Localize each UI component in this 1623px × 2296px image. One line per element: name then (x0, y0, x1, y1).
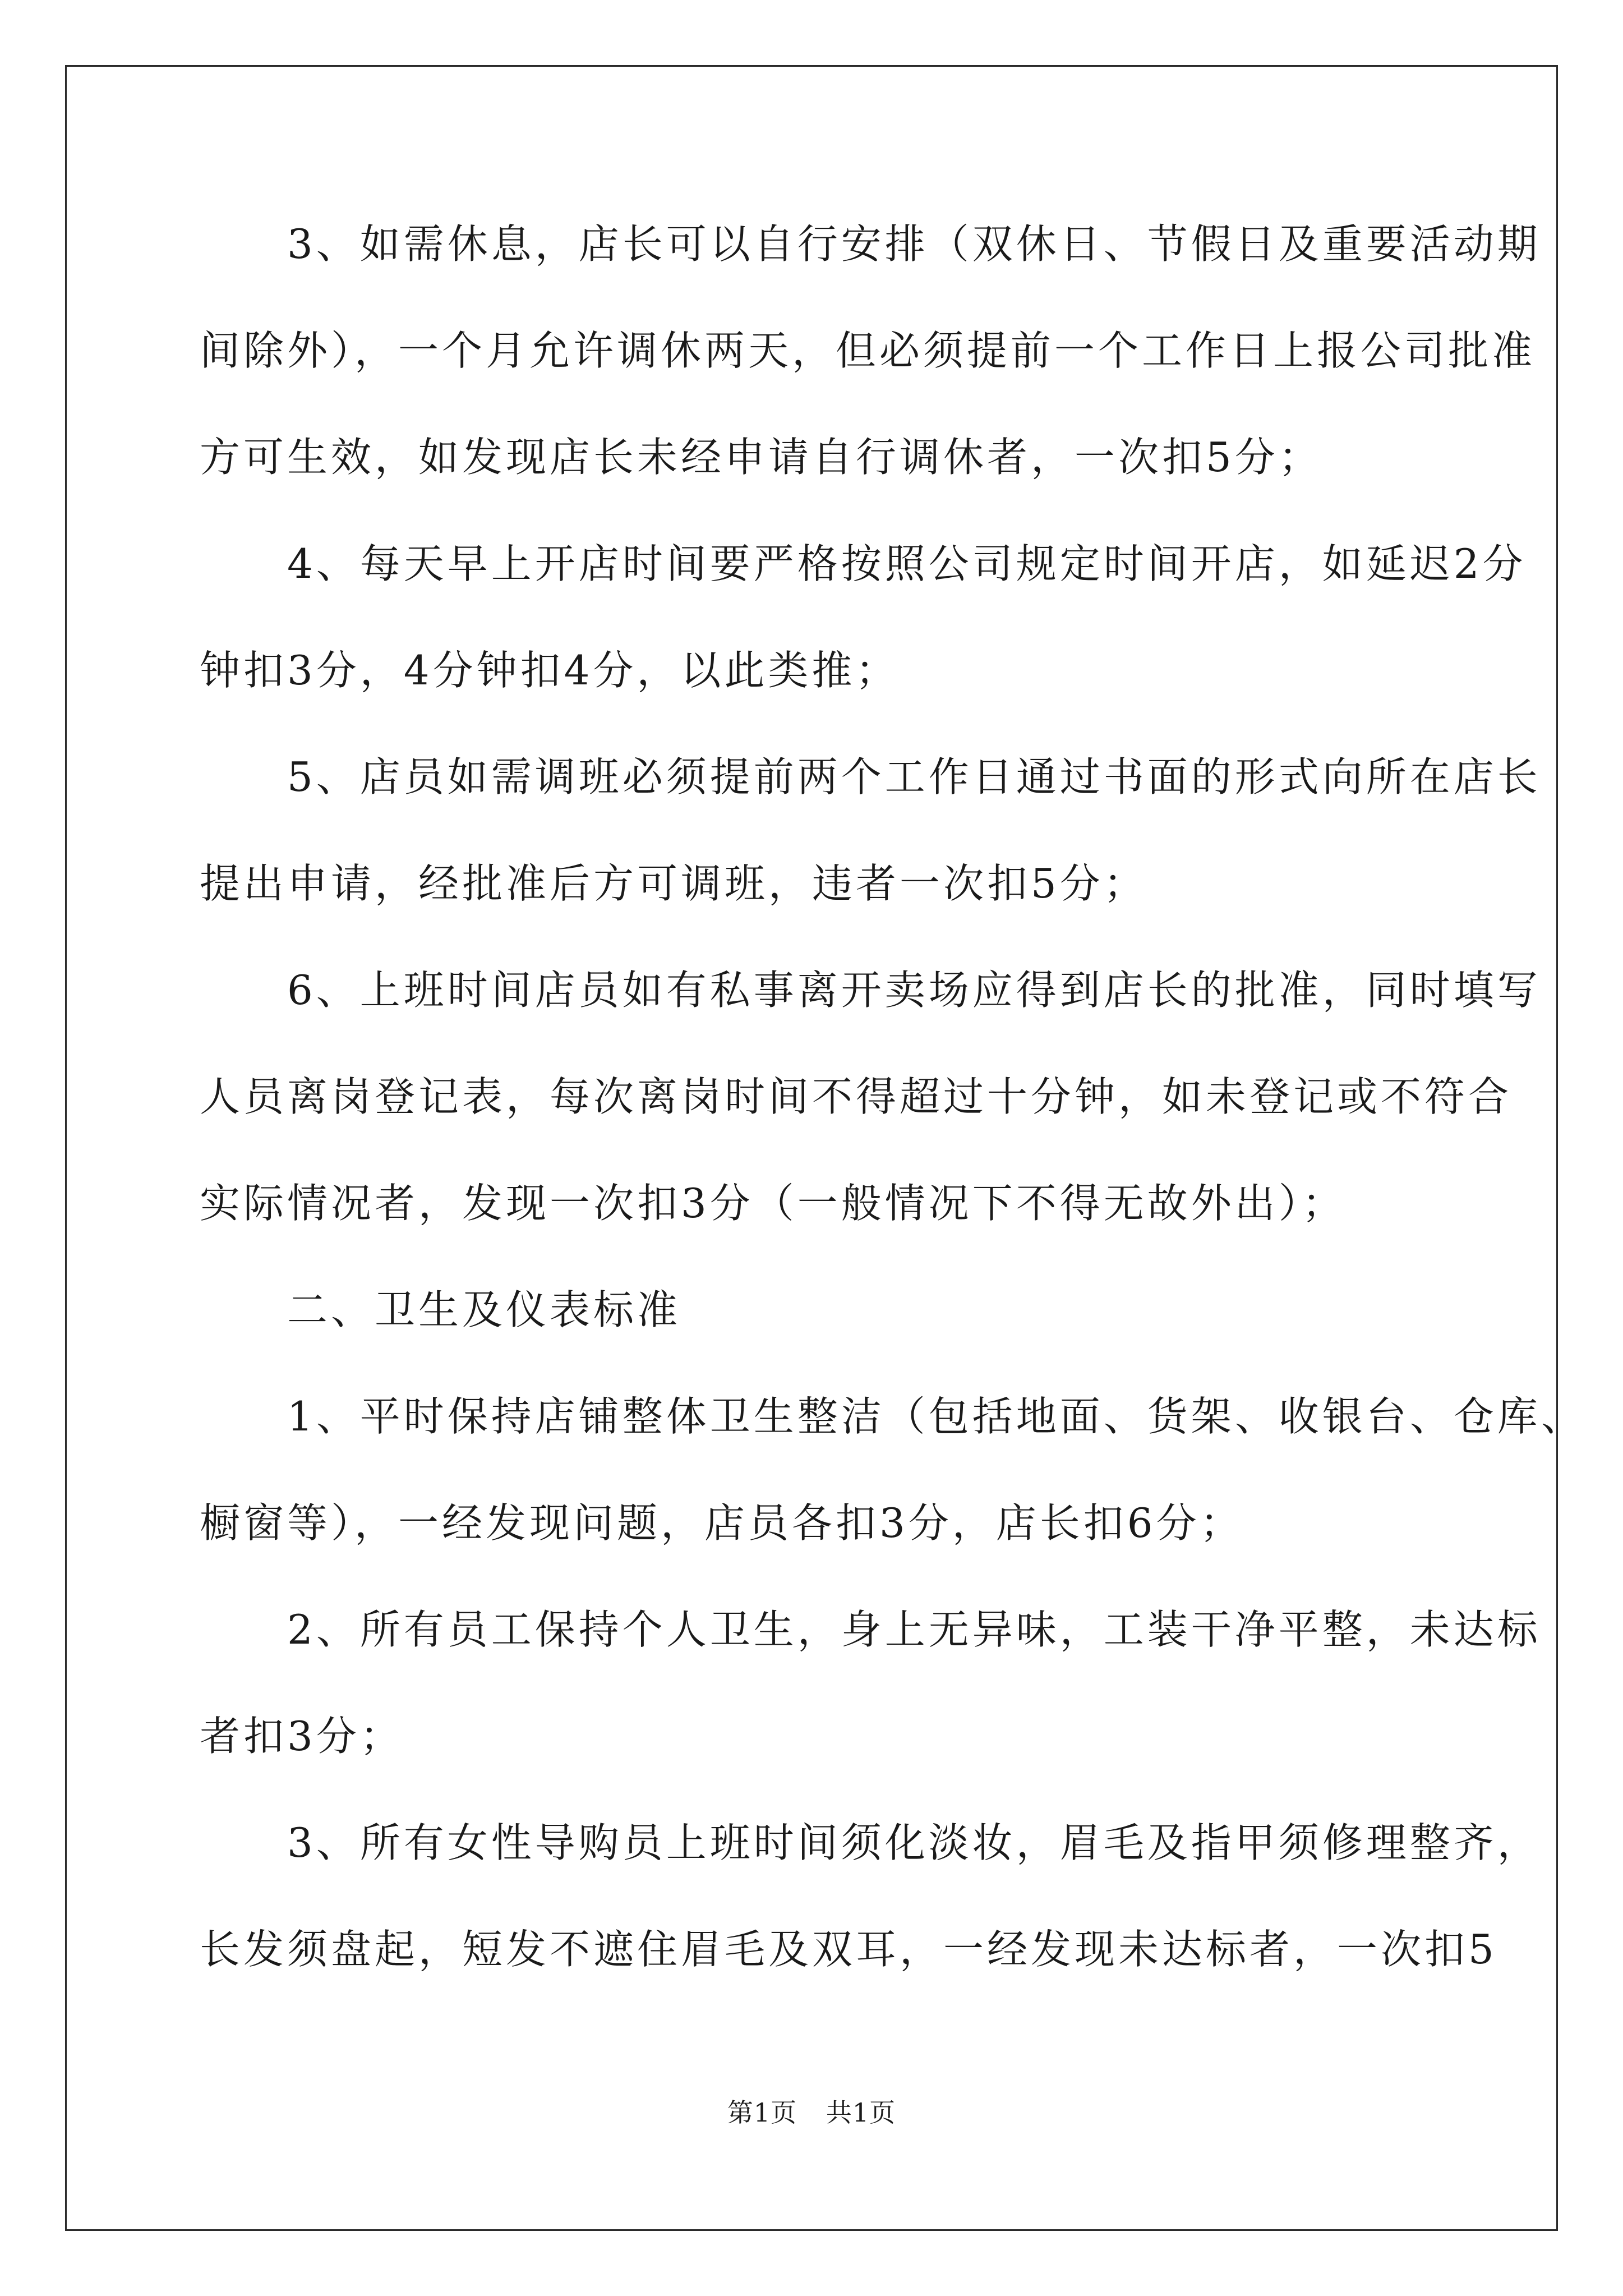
text-line: 5、店员如需调班必须提前两个工作日通过书面的形式向所在店长 (200, 753, 1541, 800)
page-number-current: 第1页 (727, 2097, 797, 2128)
section-heading: 二、卫生及仪表标准 (200, 1286, 681, 1333)
text-line: 3、如需休息，店长可以自行安排（双休日、节假日及重要活动期 (200, 220, 1541, 268)
text-line: 1、平时保持店铺整体卫生整洁（包括地面、货架、收银台、仓库、 (200, 1393, 1585, 1440)
text-line: 方可生效，如发现店长未经申请自行调休者，一次扣5分； (200, 434, 1322, 481)
page-footer (0, 2096, 1623, 2129)
text-line: 间除外），一个月允许调休两天，但必须提前一个工作日上报公司批准 (200, 327, 1536, 374)
text-line: 3、所有女性导购员上班时间须化淡妆，眉毛及指甲须修理整齐， (200, 1819, 1541, 1866)
text-line: 4、每天早上开店时间要严格按照公司规定时间开店，如延迟2分 (200, 540, 1527, 587)
page-border (65, 65, 1585, 2231)
page-number-total: 共1页 (826, 2097, 896, 2128)
text-line: 提出申请，经批准后方可调班，违者一次扣5分； (200, 860, 1147, 907)
text-line: 2、所有员工保持个人卫生，身上无异味，工装干净平整，未达标 (200, 1606, 1541, 1653)
text-line: 橱窗等），一经发现问题，店员各扣3分，店长扣6分； (200, 1499, 1244, 1547)
text-line: 钟扣3分，4分钟扣4分，以此类推； (200, 647, 900, 694)
text-line: 长发须盘起，短发不遮住眉毛及双耳，一经发现未达标者，一次扣5 (200, 1926, 1497, 1973)
text-line: 实际情况者，发现一次扣3分（一般情况下不得无故外出）； (200, 1180, 1346, 1227)
text-line: 者扣3分； (200, 1713, 404, 1760)
text-line: 6、上班时间店员如有私事离开卖场应得到店长的批准，同时填写 (200, 967, 1541, 1014)
text-line: 人员离岗登记表，每次离岗时间不得超过十分钟，如未登记或不符合 (200, 1073, 1513, 1120)
